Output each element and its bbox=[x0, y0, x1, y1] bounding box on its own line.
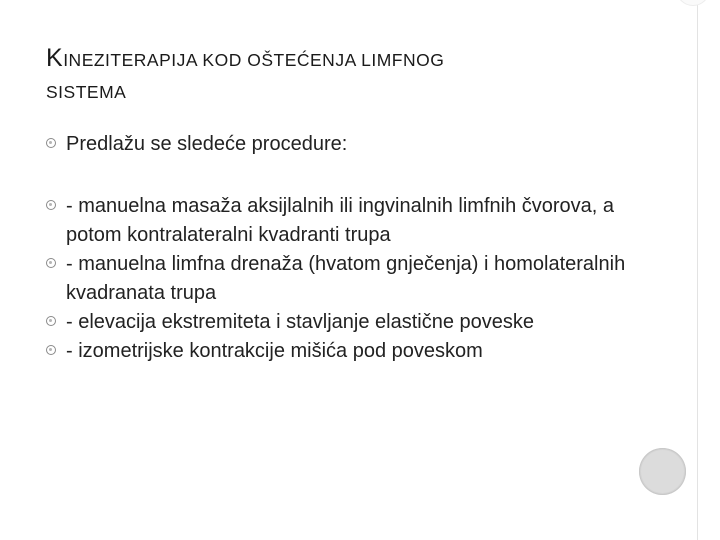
title-line-2: SISTEMA bbox=[46, 82, 127, 102]
bullet-item bbox=[46, 130, 666, 159]
bullet-text: Predlažu se sledeće procedure: bbox=[66, 133, 348, 155]
bullet-text: - manuelna masaža aksijlalnih ili ingvinalnih limfnih čvorova, a potom kontralateralni kvadranti trupa bbox=[66, 195, 615, 246]
title-initial: K bbox=[46, 44, 64, 72]
ring-bullet-icon bbox=[46, 316, 56, 326]
ring-bullet-icon bbox=[46, 200, 56, 210]
ring-bullet-icon bbox=[46, 138, 56, 148]
bullet-list bbox=[46, 130, 666, 366]
right-edge-line bbox=[697, 0, 698, 540]
bullet-text: - elevacija ekstremiteta i stavljanje elastične poveske bbox=[66, 311, 534, 333]
title-line-1 bbox=[46, 38, 646, 77]
slide-title bbox=[46, 38, 646, 107]
title-rest: INEZITERAPIJA KOD OŠTEĆENJA LIMFNOG bbox=[63, 50, 445, 70]
ring-bullet-icon bbox=[46, 258, 56, 268]
ring-bullet-icon bbox=[46, 345, 56, 355]
bullet-item bbox=[46, 308, 666, 337]
decorative-circle-inner bbox=[641, 450, 684, 493]
bullet-item bbox=[46, 192, 666, 250]
bullet-item bbox=[46, 250, 666, 308]
decorative-circle-bottom bbox=[639, 448, 686, 495]
bullet-text: - izometrijske kontrakcije mišića pod poveskom bbox=[66, 340, 483, 362]
bullet-text: - manuelna limfna drenaža (hvatom gnječenja) i homolateralnih kvadranata trupa bbox=[66, 253, 626, 304]
bullet-item bbox=[46, 337, 666, 366]
decorative-circle-top bbox=[676, 0, 710, 6]
